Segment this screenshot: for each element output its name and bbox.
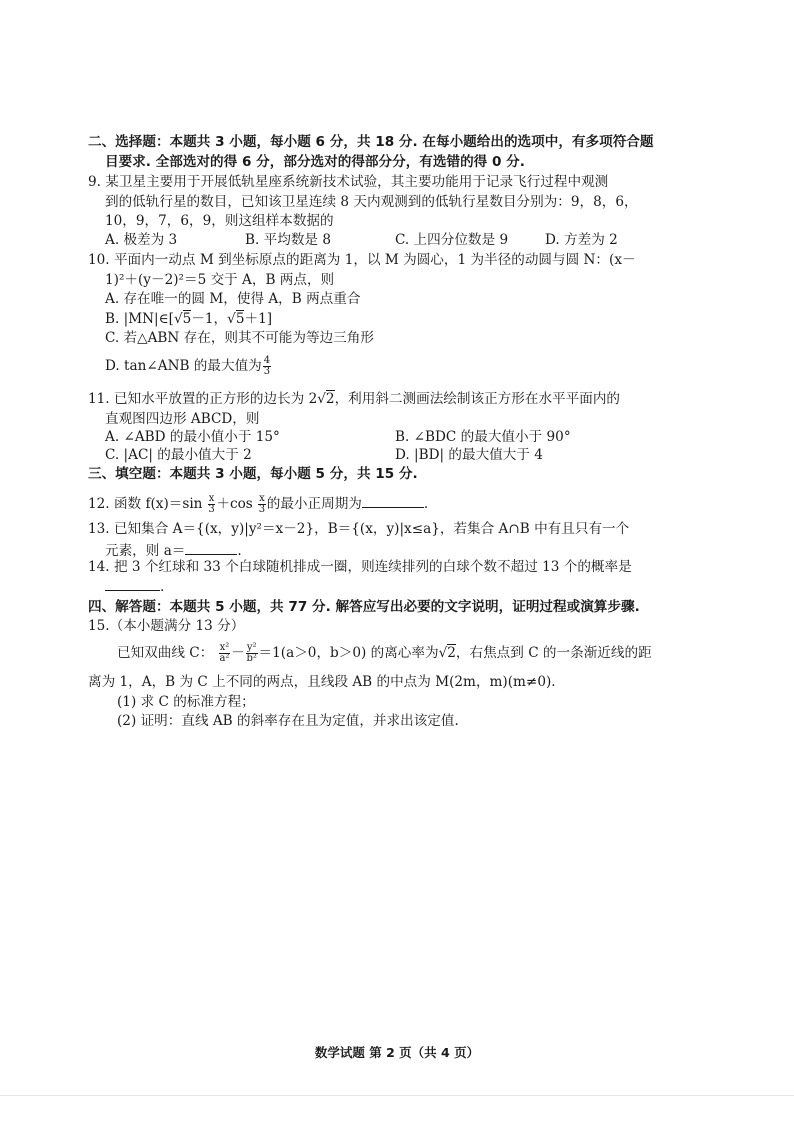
- page-footer: 数学试题 第 2 页（共 4 页）: [314, 1045, 480, 1060]
- q13-line2: 元素，则 a＝ .: [105, 540, 242, 560]
- q9-option-a: A. 极差为 3: [105, 232, 178, 248]
- q10-option-c: C. 若△ABN 存在，则其不可能为等边三角形: [105, 330, 374, 346]
- q11-line2: 直观图四边形 ABCD，则: [105, 411, 260, 427]
- q14-line2: .: [105, 576, 164, 596]
- q11-option-a: A. ∠ABD 的最小值小于 15°: [105, 429, 280, 445]
- q9-line1: 9. 某卫星主要用于开展低轨星座系统新技术试验，其主要功能用于记录飞行过程中观测: [88, 174, 609, 190]
- q15-line2: 离为 1，A，B 为 C 上不同的两点，且线段 AB 的中点为 M(2m，m)(m≠0).: [88, 674, 556, 690]
- q9-option-c: C. 上四分位数是 9: [395, 232, 509, 248]
- fraction-4-3: $\frac{4}{3}$: [263, 355, 271, 377]
- answer-blank[interactable]: [185, 540, 237, 555]
- q10-option-d: D. tan∠ANB 的最大值为 $\frac{4}{3}$: [105, 355, 271, 377]
- fraction-x-3: $\frac{x}{3}$: [208, 493, 215, 515]
- q13-line1: 13. 已知集合 A＝{(x，y)|y²＝x－2}，B＝{(x，y)|x≤a}，若集合 A∩B 中有且只有一个: [88, 521, 630, 537]
- q10-option-a: A. 存在唯一的圆 M，使得 A，B 两点重合: [105, 291, 361, 307]
- section2-header-line1: 二、选择题：本题共 3 小题，每小题 6 分，共 18 分. 在每小题给出的选项中，有多项符合题: [88, 134, 654, 150]
- q15-part1: (1) 求 C 的标准方程；: [117, 694, 255, 710]
- q15-line1: 已知双曲线 C： $\frac{\text{x²}}{\text{a²}}$ － $\frac{\text{y²}}{\text{b²}}$ ＝1(a＞0，b＞0) 的离心率为√2，右焦点到 C 的一条渐近线的距: [117, 642, 652, 664]
- q9-line2: 到的低轨行星的数目，已知该卫星连续 8 天内观测到的低轨行星数目分别为：9，8，6，: [105, 194, 638, 210]
- q15-part2: (2) 证明：直线 AB 的斜率存在且为定值，并求出该定值.: [117, 713, 459, 729]
- section4-header: 四、解答题：本题共 5 小题，共 77 分. 解答应写出必要的文字说明，证明过程或演算步骤.: [88, 599, 640, 615]
- q14-line1: 14. 把 3 个红球和 33 个白球随机排成一圈，则连续排列的白球个数不超过 13 个的概率是: [88, 559, 632, 575]
- fraction-y2-b2: $\frac{\text{y²}}{\text{b²}}$: [246, 642, 257, 664]
- q11-option-c: C. |AC| 的最小值大于 2: [105, 447, 252, 463]
- fraction-x-3: $\frac{x}{3}$: [258, 493, 266, 515]
- q12-line: 12. 函数 f(x)＝sin $\frac{x}{3}$ ＋cos $\frac{x}{3}$ 的最小正周期为 .: [88, 493, 429, 515]
- q15-title: 15.（本小题满分 13 分）: [88, 618, 245, 634]
- q10-option-b: B. |MN|∈[√5－1，√5＋1]: [105, 311, 273, 327]
- q10-line1: 10. 平面内一动点 M 到坐标原点的距离为 1，以 M 为圆心，1 为半径的动圆与圆 N：(x－: [88, 252, 636, 268]
- answer-blank[interactable]: [105, 576, 160, 591]
- section2-header-line2: 目要求. 全部选对的得 6 分，部分选对的得部分分，有选错的得 0 分.: [105, 154, 525, 170]
- q9-option-b: B. 平均数是 8: [245, 232, 331, 248]
- q10-line2: 1)²＋(y－2)²＝5 交于 A，B 两点，则: [105, 272, 335, 288]
- page-divider: [0, 1095, 794, 1096]
- q11-option-d: D. |BD| 的最大值大于 4: [395, 447, 543, 463]
- q11-option-b: B. ∠BDC 的最大值小于 90°: [395, 429, 571, 445]
- q9-option-d: D. 方差为 2: [545, 232, 618, 248]
- section3-header: 三、填空题：本题共 3 小题，每小题 5 分，共 15 分.: [88, 466, 418, 482]
- q9-line3: 10，9，7，6，9，则这组样本数据的: [105, 213, 334, 229]
- q11-line1: 11. 已知水平放置的正方形的边长为 2√2，利用斜二测画法绘制该正方形在水平平面内的: [88, 391, 621, 407]
- fraction-x2-a2: $\frac{\text{x²}}{\text{a²}}$: [219, 642, 230, 664]
- answer-blank[interactable]: [362, 493, 424, 508]
